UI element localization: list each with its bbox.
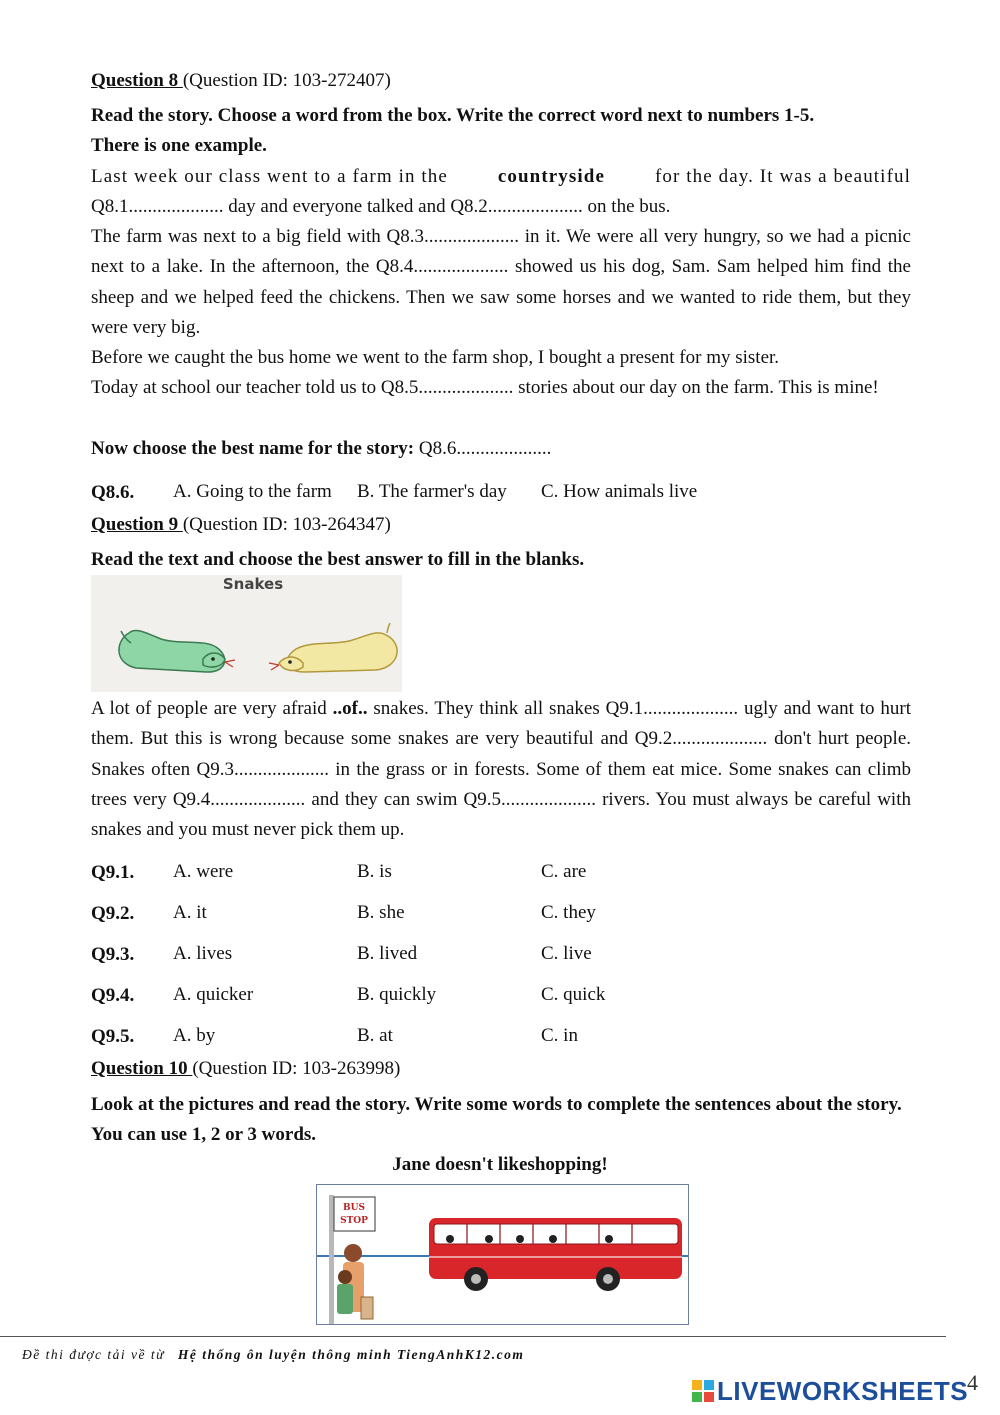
q10-id: (Question ID: 103-263998) [192, 1058, 401, 1079]
q10-heading: Question 10 [91, 1058, 193, 1079]
q8-story-paragraph-4: Today at school our teacher told us to Q8.5.................... stories about our day on the farm. This is mine! [91, 377, 879, 398]
q9-option-row-number: Q9.3. [91, 944, 135, 965]
q91-option-a[interactable]: A. were [173, 861, 234, 882]
q94-option-c[interactable]: C. quick [541, 984, 606, 1005]
q8-heading: Question 8 [91, 70, 183, 91]
footer-divider [0, 1336, 946, 1337]
q8-instruction-1: Read the story. Choose a word from the box. Write the correct word next to numbers 1-5. [91, 105, 815, 126]
q10-header [91, 1054, 400, 1084]
q8-story-paragraph-2: The farm was next to a big field with Q8.3.................... in it. We were all very hungry, so we had a picnic next to a lake. In the afternoon, the Q8.4.................... showed us his dog, Sam. Sam helped him find the sheep and we helped feed the chickens. Then we saw some horses and we wanted to ride them, but they were very big. [91, 226, 911, 338]
q8-instruction-2: There is one example. [91, 135, 267, 156]
q10-story-title: Jane doesn't likeshopping! [392, 1154, 608, 1175]
q92-option-c[interactable]: C. they [541, 902, 596, 923]
q9-option-row-number: Q9.4. [91, 985, 135, 1006]
page-number: 4 [967, 1370, 978, 1395]
q8-story-l1a: Last week our class went to a farm in the [91, 166, 448, 187]
q86-option-c[interactable]: C. How animals live [541, 481, 698, 502]
q9-option-row-number: Q9.2. [91, 903, 135, 924]
q95-option-b[interactable]: B. at [357, 1025, 393, 1046]
q8-example-word: countryside [497, 166, 605, 187]
bus-stop-text-2: STOP [340, 1216, 368, 1226]
green-snake-icon [119, 631, 235, 673]
footer-site: Hệ thống ôn luyện thông minh TiengAnhK12.com [177, 1347, 525, 1362]
child-figure-icon [337, 1270, 353, 1314]
q86-option-b[interactable]: B. The farmer's day [357, 481, 507, 502]
q94-option-a[interactable]: A. quicker [173, 984, 254, 1005]
q91-option-b[interactable]: B. is [357, 861, 392, 882]
q86-number: Q8.6. [91, 482, 135, 503]
q91-option-c[interactable]: C. are [541, 861, 587, 882]
snakes-image [91, 575, 402, 692]
q8-header [91, 66, 391, 96]
q9-text-b: snakes. They think all snakes Q9.1.................... ugly and want to hurt them. But this is wrong because some snakes are very beautiful and Q9.2.................... don't hurt people. Snakes often Q9.3.................... in the grass or in forests. Some of them eat mice. Some snakes can climb trees very Q9.4.................... and they can swim Q9.5.................... rivers. You must always be careful with snakes and you must never pick them up. [91, 698, 912, 841]
q8-choose-blank[interactable]: Q8.6.................... [418, 438, 552, 459]
q9-option-row-number: Q9.1. [91, 862, 135, 883]
q9-header [91, 510, 391, 540]
liveworksheets-logo-icon [692, 1378, 714, 1409]
q8-story-paragraph-3: Before we caught the bus home we went to the farm shop, I bought a present for my sister. [91, 347, 780, 368]
yellow-snake-icon [269, 623, 397, 672]
q93-option-c[interactable]: C. live [541, 943, 592, 964]
footer-text [22, 1347, 524, 1363]
q9-text [91, 694, 911, 845]
snakes-title: Snakes [222, 575, 284, 593]
q9-id: (Question ID: 103-264347) [182, 514, 391, 535]
q8-story-l1c: for the day. It was a beautiful [654, 166, 911, 187]
q95-option-c[interactable]: C. in [541, 1025, 578, 1046]
q8-id: (Question ID: 103-272407) [182, 70, 391, 91]
q8-story-line-1 [91, 162, 911, 192]
liveworksheets-text: LIVEWORKSHEETS [717, 1376, 969, 1406]
q10-instruction: Look at the pictures and read the story. Write some words to complete the sentences about the story. You can use 1, 2 or 3 words. [91, 1094, 902, 1146]
q9-example-word: ..of.. [332, 698, 368, 719]
q9-instruction: Read the text and choose the best answer to fill in the blanks. [91, 549, 585, 570]
q86-option-a[interactable]: A. Going to the farm [173, 481, 332, 502]
q9-option-row-number: Q9.5. [91, 1026, 135, 1047]
liveworksheets-logo [692, 1376, 968, 1409]
q8-story-line-2: Q8.1.................... day and everyone talked and Q8.2.................... on the bus. [91, 196, 671, 217]
q94-option-b[interactable]: B. quickly [357, 984, 437, 1005]
q8-choose-label: Now choose the best name for the story: [91, 438, 415, 459]
q93-option-a[interactable]: A. lives [173, 943, 233, 964]
q92-option-b[interactable]: B. she [357, 902, 405, 923]
q92-option-a[interactable]: A. it [173, 902, 207, 923]
q8-choose-name [91, 434, 551, 464]
q95-option-a[interactable]: A. by [173, 1025, 216, 1046]
bus-stop-text-1: BUS [343, 1203, 365, 1213]
q9-heading: Question 9 [91, 514, 183, 535]
footer-prefix: Đề thi được tải về từ [22, 1347, 166, 1362]
q9-text-a: A lot of people are very afraid [91, 698, 327, 719]
bus-stop-picture [316, 1184, 689, 1325]
q93-option-b[interactable]: B. lived [357, 943, 418, 964]
